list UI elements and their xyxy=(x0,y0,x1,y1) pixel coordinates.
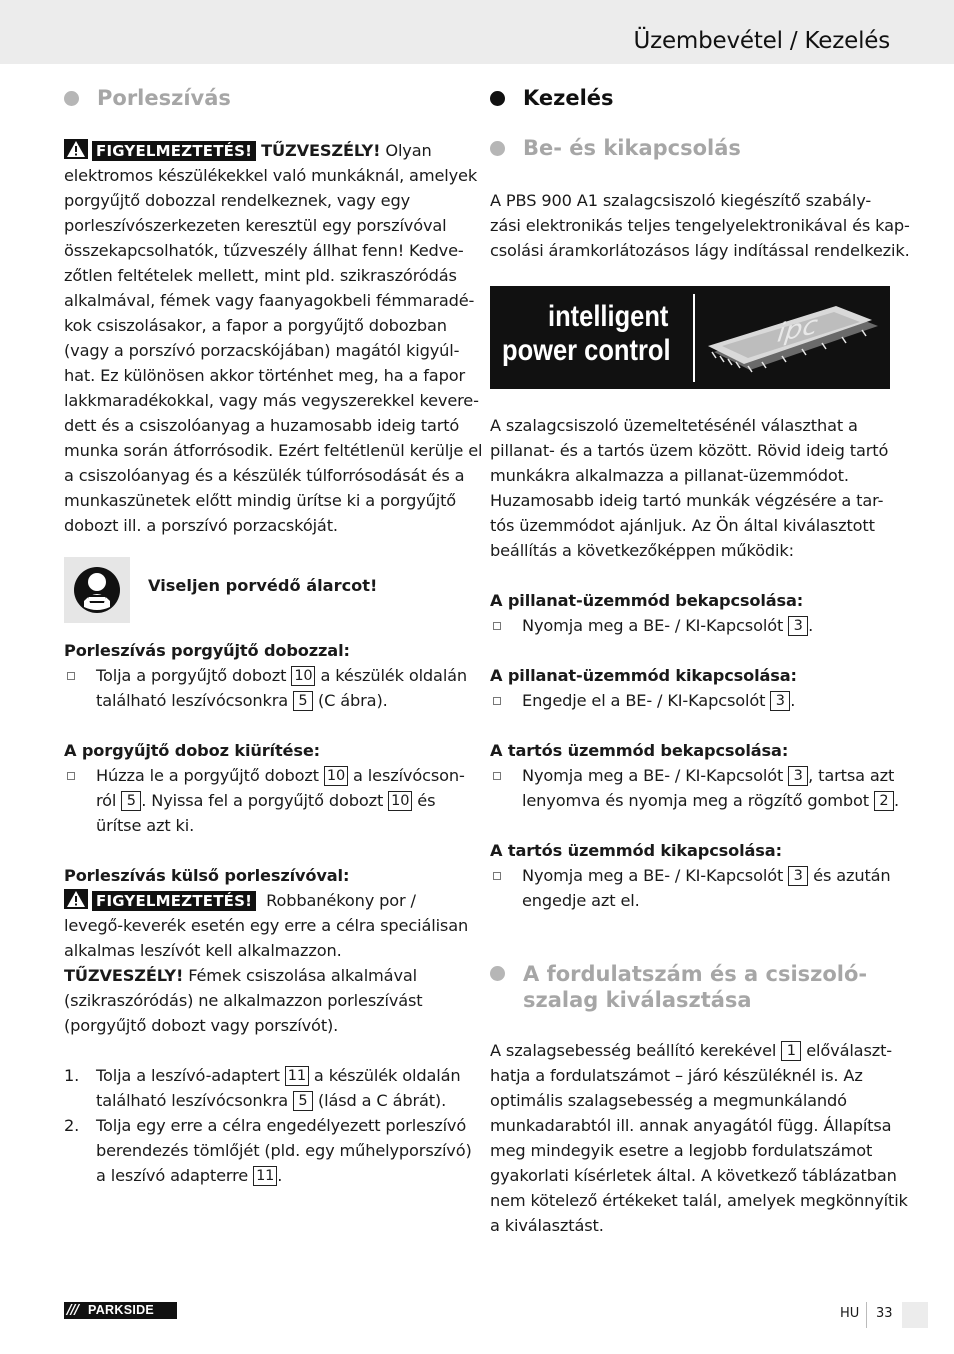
item-text: a leszívócson- xyxy=(348,766,465,785)
paragraph-line: munkadarabtól ill. annak anyagától függ. Állapítsa xyxy=(490,1116,892,1135)
warning-label: FIGYELMEZTETÉS! xyxy=(92,141,256,161)
item-text: Nyomja meg a BE- / KI-Kapcsolót xyxy=(522,616,789,635)
checkbox-square-icon xyxy=(493,772,501,780)
paragraph-line: dett és a csiszolóanyag a huzamosabb ideig tartó xyxy=(64,416,460,435)
logo-text: PARKSIDE xyxy=(88,1303,155,1317)
external-extraction-paragraph xyxy=(64,888,469,1038)
item-text: a készülék oldalán xyxy=(308,1066,461,1085)
paragraph-line: elektromos készülékekkel való munkáknál, amelyek xyxy=(64,166,478,185)
paragraph-line: csolási áramkorlátozásos lágy indítással rendelkezik. xyxy=(490,241,910,260)
section-title: Be- és kikapcsolás xyxy=(523,136,741,160)
paragraph-line: lakkmaradékokkal, vagy más vegyszerekkel kevere- xyxy=(64,391,479,410)
list-item xyxy=(490,863,890,913)
footer-divider xyxy=(866,1302,867,1328)
language-code: HU xyxy=(840,1306,860,1321)
page-number: 33 xyxy=(876,1306,893,1321)
item-text: Nyomja meg a BE- / KI-Kapcsolót xyxy=(522,766,789,785)
section-be-ki xyxy=(490,135,741,161)
part-ref: 11 xyxy=(253,1166,277,1186)
item-text: berendezés tömlőjét (pld. egy műhelyporszívó) xyxy=(96,1141,472,1160)
part-ref: 10 xyxy=(324,766,348,786)
item-text: . xyxy=(277,1166,283,1185)
part-ref: 5 xyxy=(293,1091,313,1111)
section-bullet-icon xyxy=(490,966,505,981)
paragraph-line: meg mindegyik esetre a legjobb fordulatszámot xyxy=(490,1141,873,1160)
part-ref: 5 xyxy=(121,791,141,811)
ipc-line2: power control xyxy=(502,334,671,367)
item-text: a leszívó adapterre xyxy=(96,1166,254,1185)
paragraph-line: összekapcsolhatók, tűzveszély állhat fenn! Kedve- xyxy=(64,241,464,260)
paragraph-text: Fémek csiszolása alkalmával xyxy=(183,966,417,985)
item-text: található leszívócsonkra xyxy=(96,1091,293,1110)
item-text: és xyxy=(412,791,436,810)
paragraph-line: optimális szalagsebesség a megmunkálandó xyxy=(490,1091,847,1110)
item-text: Húzza le a porgyűjtő dobozt xyxy=(96,766,324,785)
section-porleszivas xyxy=(64,85,231,111)
paragraph-line: munka során átforrósodik. Ezért feltétlenül kerülje el xyxy=(64,441,483,460)
paragraph-line: zási elektronikás teljes tengelyelektronikával és kap- xyxy=(490,216,910,235)
paragraph-line: kok csiszolásakor, a fapor a porgyűjtő dobozban xyxy=(64,316,447,335)
heading-tartos-be: A tartós üzemmód bekapcsolása: xyxy=(490,741,789,760)
page-title: Üzembevétel / Kezelés xyxy=(633,28,890,54)
part-ref: 3 xyxy=(788,616,808,636)
item-text: , tartsa azt xyxy=(808,766,895,785)
paragraph-line: munkaszünetek előtt mindig ürítse ki a porgyűjtő xyxy=(64,491,457,510)
warning-triangle-icon xyxy=(64,889,88,909)
checkbox-square-icon xyxy=(493,872,501,880)
paragraph-line: zőtlen feltételek mellett, mint pld. szikraszóródás xyxy=(64,266,457,285)
item-text: engedje azt el. xyxy=(522,891,640,910)
paragraph-text: előválaszt- xyxy=(801,1041,892,1060)
checkbox-square-icon xyxy=(493,697,501,705)
ipc-banner xyxy=(490,286,890,389)
section-fordulatszam xyxy=(490,961,867,1013)
chip-icon xyxy=(702,294,882,384)
section-title: Kezelés xyxy=(523,86,614,110)
footer-tab xyxy=(902,1302,928,1328)
item-text: . Nyissa fel a porgyűjtő dobozt xyxy=(141,791,389,810)
item-text: Tolja egy erre a célra engedélyezett porleszívó xyxy=(96,1116,467,1135)
item-text: (lásd a C ábrát). xyxy=(312,1091,447,1110)
heading-kulso: Porleszívás külső porleszívóval: xyxy=(64,866,350,885)
section-bullet-icon xyxy=(490,91,505,106)
item-text: Tolja a porgyűjtő dobozt xyxy=(96,666,292,685)
paragraph-line xyxy=(64,138,464,163)
part-ref: 3 xyxy=(788,866,808,886)
paragraph-line: alkalmával, fémek vagy faanyagokbeli fémmaradé- xyxy=(64,291,475,310)
paragraph-line: dobozt ill. a porszívó porzacskóját. xyxy=(64,516,338,535)
ipc-line1: intelligent xyxy=(548,300,669,333)
warning-label: FIGYELMEZTETÉS! xyxy=(92,891,256,911)
mask-instruction: Viseljen porvédő álarcot! xyxy=(148,576,378,595)
list-item xyxy=(64,663,468,713)
paragraph-line: gyakorlati kísérletek által. A következő táblázatban xyxy=(490,1166,897,1185)
paragraph-line: (szikraszóródás) ne alkalmazzon porleszívást xyxy=(64,991,423,1010)
step-number: 1. xyxy=(64,1066,80,1085)
list-item xyxy=(490,613,890,638)
item-text: lenyomva és nyomja meg a rögzítő gombot xyxy=(522,791,874,810)
paragraph-line: A szalagcsiszoló üzemeltetésénél választhat a xyxy=(490,416,858,435)
list-item xyxy=(490,688,890,713)
part-ref: 1 xyxy=(781,1041,801,1061)
page-header xyxy=(0,0,954,64)
paragraph-line: pillanat- és a tartós üzem között. Rövid ideig tartó xyxy=(490,441,889,460)
item-text: . xyxy=(893,791,899,810)
paragraph-line: hat. Ez különösen akkor történhet meg, ha a fapor xyxy=(64,366,465,385)
paragraph-text: Olyan xyxy=(380,141,432,160)
intro-paragraph xyxy=(490,188,910,263)
item-text: található leszívócsonkra xyxy=(96,691,293,710)
heading-dobozzal: Porleszívás porgyűjtő dobozzal: xyxy=(64,641,350,660)
paragraph-line: (porgyűjtő dobozt vagy porszívót). xyxy=(64,1016,339,1035)
item-text: . xyxy=(808,616,814,635)
fire-warning-paragraph xyxy=(64,138,483,538)
logo-slashes: /// xyxy=(67,1303,79,1318)
fire-hazard-label: TŰZVESZÉLY! xyxy=(261,141,381,160)
section-title xyxy=(523,961,867,1013)
heading-pillanat-ki: A pillanat-üzemmód kikapcsolása: xyxy=(490,666,797,685)
paragraph-line: a csiszolóanyag és a készülék túlforrósodását és a xyxy=(64,466,465,485)
item-text: ról xyxy=(96,791,122,810)
item-text: ürítse azt ki. xyxy=(96,816,195,835)
part-ref: 10 xyxy=(388,791,412,811)
section-title: Porleszívás xyxy=(97,86,231,110)
paragraph-line: a kiválasztást. xyxy=(490,1216,604,1235)
part-ref: 11 xyxy=(285,1066,309,1086)
section-title-line: A fordulatszám és a csiszoló- xyxy=(523,962,868,986)
paragraph-line: nem kötelező értékeket talál, amelyek megkönnyítik xyxy=(490,1191,908,1210)
step-number: 2. xyxy=(64,1116,80,1135)
paragraph-line: (vagy a porszívó porzacskójában) magától kigyúl- xyxy=(64,341,460,360)
parkside-logo xyxy=(64,1302,177,1319)
chip-label: ipc xyxy=(775,310,820,349)
numbered-step xyxy=(64,1063,464,1113)
item-text: Engedje el a BE- / KI-Kapcsolót xyxy=(522,691,771,710)
paragraph-line: Huzamosabb ideig tartó munkák végzésére a tar- xyxy=(490,491,884,510)
paragraph-line: levegő-keverék esetén egy erre a célra speciálisan xyxy=(64,916,469,935)
item-text: és azután xyxy=(808,866,891,885)
part-ref: 2 xyxy=(874,791,894,811)
heading-pillanat-be: A pillanat-üzemmód bekapcsolása: xyxy=(490,591,804,610)
paragraph-line: alkalmas leszívót kell alkalmazzon. xyxy=(64,941,342,960)
paragraph-line: porgyűjtő dobozzal rendelkeznek, vagy egy xyxy=(64,191,411,210)
section-title-line: szalag kiválasztása xyxy=(523,988,752,1012)
part-ref: 3 xyxy=(788,766,808,786)
section-kezeles xyxy=(490,85,614,111)
ipc-divider xyxy=(693,294,695,382)
section-bullet-icon xyxy=(64,91,79,106)
numbered-step xyxy=(64,1113,472,1188)
item-text: (C ábra). xyxy=(312,691,388,710)
speed-paragraph xyxy=(490,1038,908,1238)
paragraph-text: A szalagsebesség beállító kerekével xyxy=(490,1041,782,1060)
part-ref: 5 xyxy=(293,691,313,711)
paragraph-text: Robbanékony por / xyxy=(261,891,416,910)
paragraph-line: munkákra alkalmazza a pillanat-üzemmódot. xyxy=(490,466,849,485)
list-item xyxy=(64,763,464,838)
dust-mask-icon xyxy=(64,557,130,623)
operation-mode-paragraph xyxy=(490,413,890,563)
checkbox-square-icon xyxy=(67,672,75,680)
part-ref: 10 xyxy=(291,666,315,686)
paragraph-line: A PBS 900 A1 szalagcsiszoló kiegészítő szabály- xyxy=(490,191,872,210)
paragraph-line: beállítás a következőképpen működik: xyxy=(490,541,794,560)
fire-hazard-label: TŰZVESZÉLY! xyxy=(64,966,184,985)
item-text: . xyxy=(790,691,796,710)
item-text: Nyomja meg a BE- / KI-Kapcsolót xyxy=(522,866,789,885)
paragraph-line: hatja a fordulatszámot – járó készüléknél is. Az xyxy=(490,1066,863,1085)
part-ref: 3 xyxy=(770,691,790,711)
warning-triangle-icon xyxy=(64,139,88,159)
item-text: a készülék oldalán xyxy=(315,666,468,685)
heading-tartos-ki: A tartós üzemmód kikapcsolása: xyxy=(490,841,782,860)
item-text: Tolja a leszívó-adaptert xyxy=(96,1066,285,1085)
paragraph-line: tós üzemmódot ajánljuk. Az Ön által kiválasztott xyxy=(490,516,875,535)
checkbox-square-icon xyxy=(67,772,75,780)
section-bullet-icon xyxy=(490,141,505,156)
heading-kiurites: A porgyűjtő doboz kiürítése: xyxy=(64,741,321,760)
checkbox-square-icon xyxy=(493,622,501,630)
list-item xyxy=(490,763,899,813)
paragraph-line: porleszívószerkezeten keresztül egy porszívóval xyxy=(64,216,447,235)
